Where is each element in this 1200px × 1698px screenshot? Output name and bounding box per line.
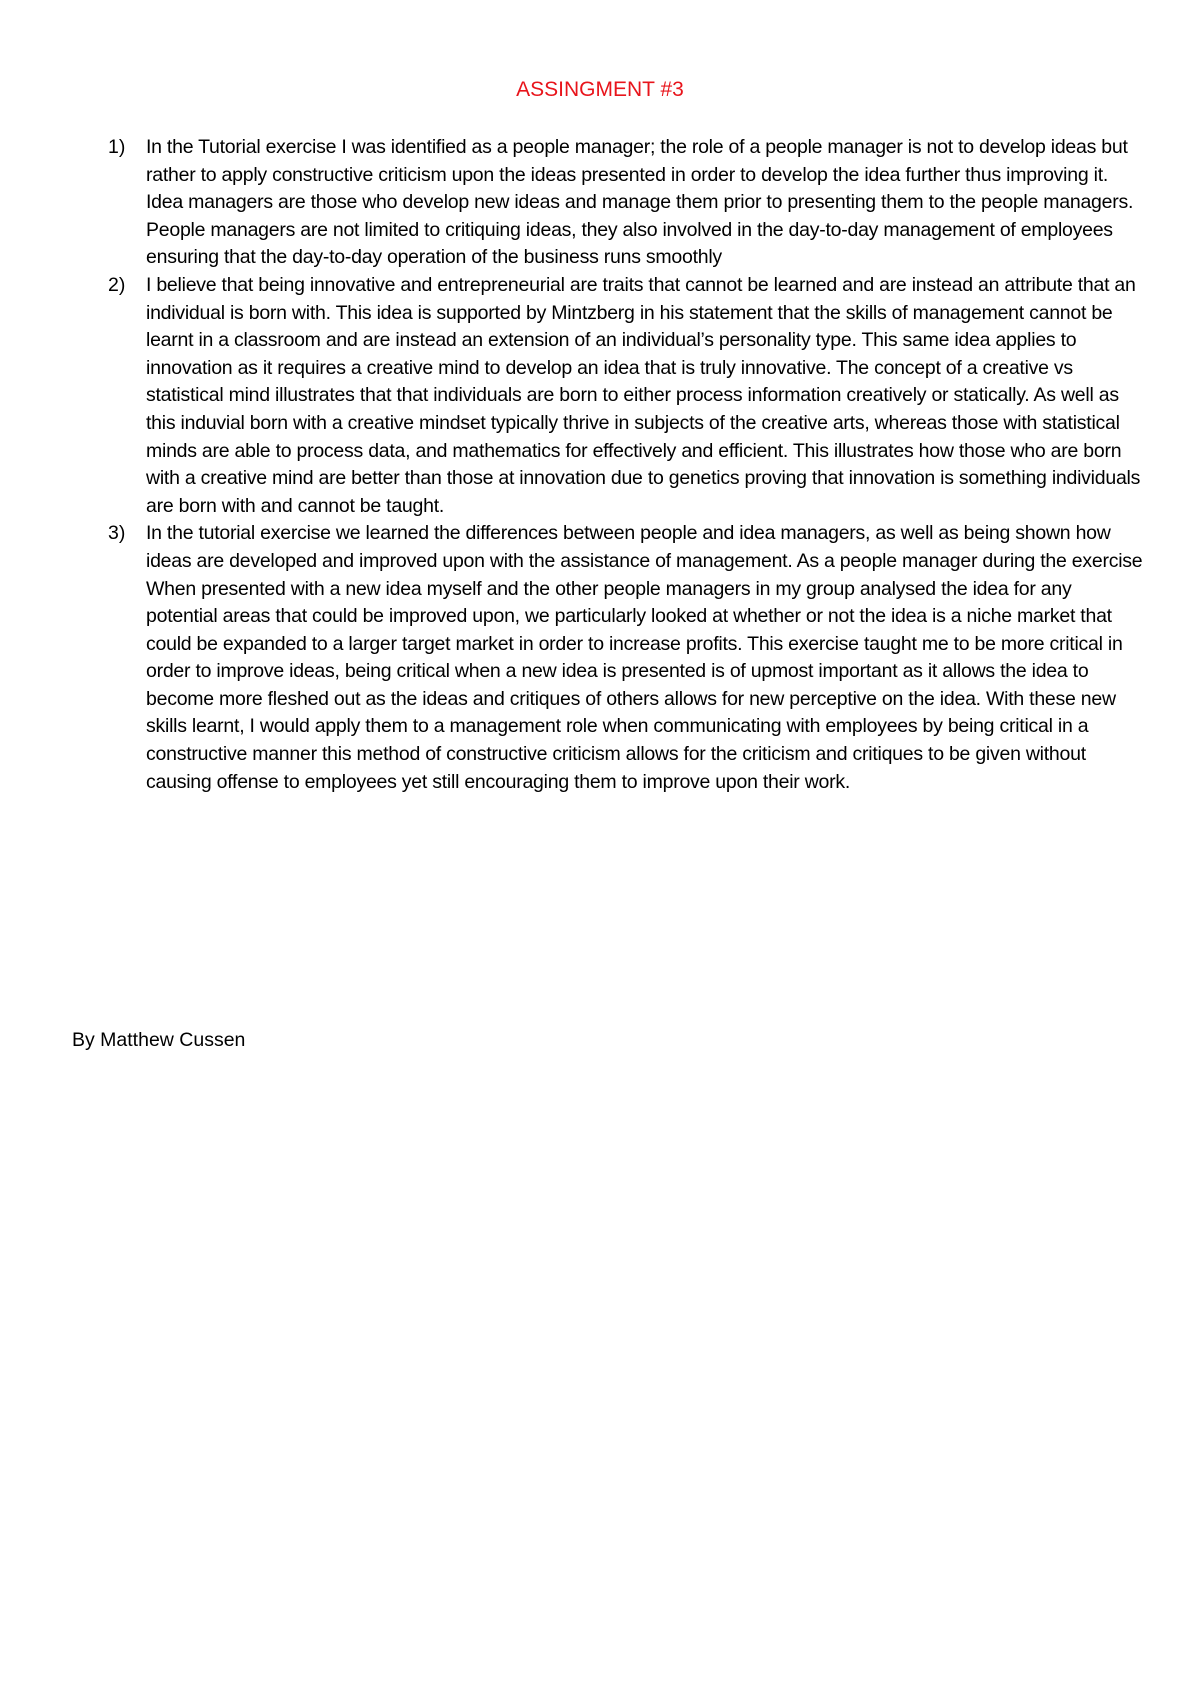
document-title: ASSINGMENT #3 [516,78,684,101]
answer-item [108,272,1148,520]
answer-text: In the tutorial exercise we learned the differences between people and idea managers, as well as being shown how ideas are developed and improved upon with the assistance of management. As a people manager during the exercise When presented with a new idea myself and the other people managers in my group analysed the idea for any potential areas that could be improved upon, we particularly looked at whether or not the idea is a niche market that could be expanded to a larger target market in order to increase profits. This exercise taught me to be more critical in order to improve ideas, being critical when a new idea is presented is of upmost important as it allows the idea to become more fleshed out as the ideas and critiques of others allows for new perceptive on the idea. With these new skills learnt, I would apply them to a management role when communicating with employees by being critical in a constructive manner this method of constructive criticism allows for the criticism and critiques to be given without causing offense to employees yet still encouraging them to improve upon their work. [146,522,1143,793]
answer-item [108,520,1148,796]
answer-list [108,134,1148,796]
answer-number: 3) [108,522,126,545]
answer-number: 2) [108,273,126,296]
author-signature: By Matthew Cussen [72,1029,246,1051]
answer-item [108,134,1148,272]
answer-number: 1) [108,136,126,158]
answer-text: In the Tutorial exercise I was identified as a people manager; the role of a people manager is not to develop ideas but rather to apply constructive criticism upon the ideas presented in order to develop the idea further thus improving it. Idea managers are those who develop new ideas and manage them prior to presenting them to the people managers. People managers are not limited to critiquing ideas, they also involved in the day-to-day management of employees ensuring that the day-to-day operation of the business runs smoothly [146,136,1134,269]
answer-text: I believe that being innovative and entrepreneurial are traits that cannot be learned and are instead an attribute that an individual is born with. This idea is supported by Mintzberg in his statement that the skills of management cannot be learnt in a classroom and are instead an extension of an individual’s personality type. This same idea applies to innovation as it requires a creative mind to develop an idea that is truly innovative. The concept of a creative vs statistical mind illustrates that that individuals are born to either process information creatively or statically. As well as this induvial born with a creative mindset typically thrive in subjects of the creative arts, whereas those with statistical minds are able to process data, and mathematics for effectively and efficient. This illustrates how those who are born with a creative mind are better than those at innovation due to genetics proving that innovation is something individuals are born with and cannot be taught. [146,273,1141,517]
